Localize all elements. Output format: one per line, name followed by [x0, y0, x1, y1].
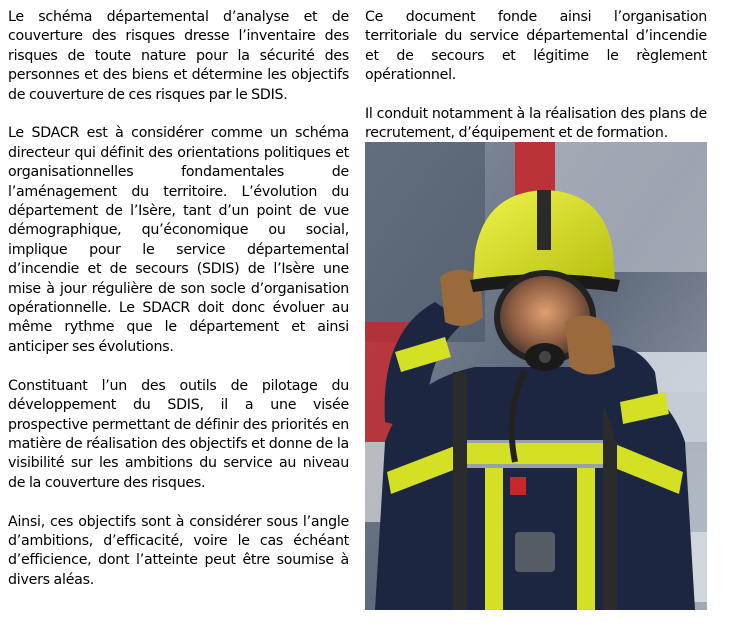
paragraph: Il conduit notamment à la réalisation des plans de recrutement, d’équipement et de formation.: [365, 106, 707, 142]
paragraph: Ce document fonde ainsi l’organisation territoriale du service départemental d’incendie et de secours et légitime le règlement opérationnel.: [365, 9, 707, 84]
left-text-column: [8, 8, 349, 610]
paragraph: Ainsi, ces objectifs sont à considérer sous l’angle d’ambitions, d’efficacité, voire le cas échéant d’efficience, dont l’atteinte peut être soumise à divers aléas.: [8, 513, 349, 588]
paragraph: Le SDACR est à considérer comme un schéma directeur qui définit des orientations politiques et organisationnelles fondamentales de l’aménagement du territoire. L’évolution du département de l’Isère, tant d’un point de vue démographique, qu’économique ou social, implique pour le service départemental d’incendie et de secours (SDIS) de l’Isère une mise à jour régulière de son socle d’organisation opérationnelle. Le SDACR doit donc évoluer au même rythme que le département et ainsi anticiper ses évolutions.: [8, 125, 349, 355]
firefighter-photo: [365, 142, 707, 610]
paragraph: Constituant l’un des outils de pilotage du développement du SDIS, il a une visée prospective permettant de définir des priorités en matière de réalisation des objectifs et donne de la visibilité sur les ambitions du service au niveau de la couverture des risques.: [8, 377, 349, 491]
right-text-column: [365, 8, 707, 163]
paragraph: Le schéma départemental d’analyse et de couverture des risques dresse l’inventaire des risques de toute nature pour la sécurité des personnes et des biens et détermine les objectifs de couverture de ces risques par le SDIS.: [8, 9, 349, 103]
